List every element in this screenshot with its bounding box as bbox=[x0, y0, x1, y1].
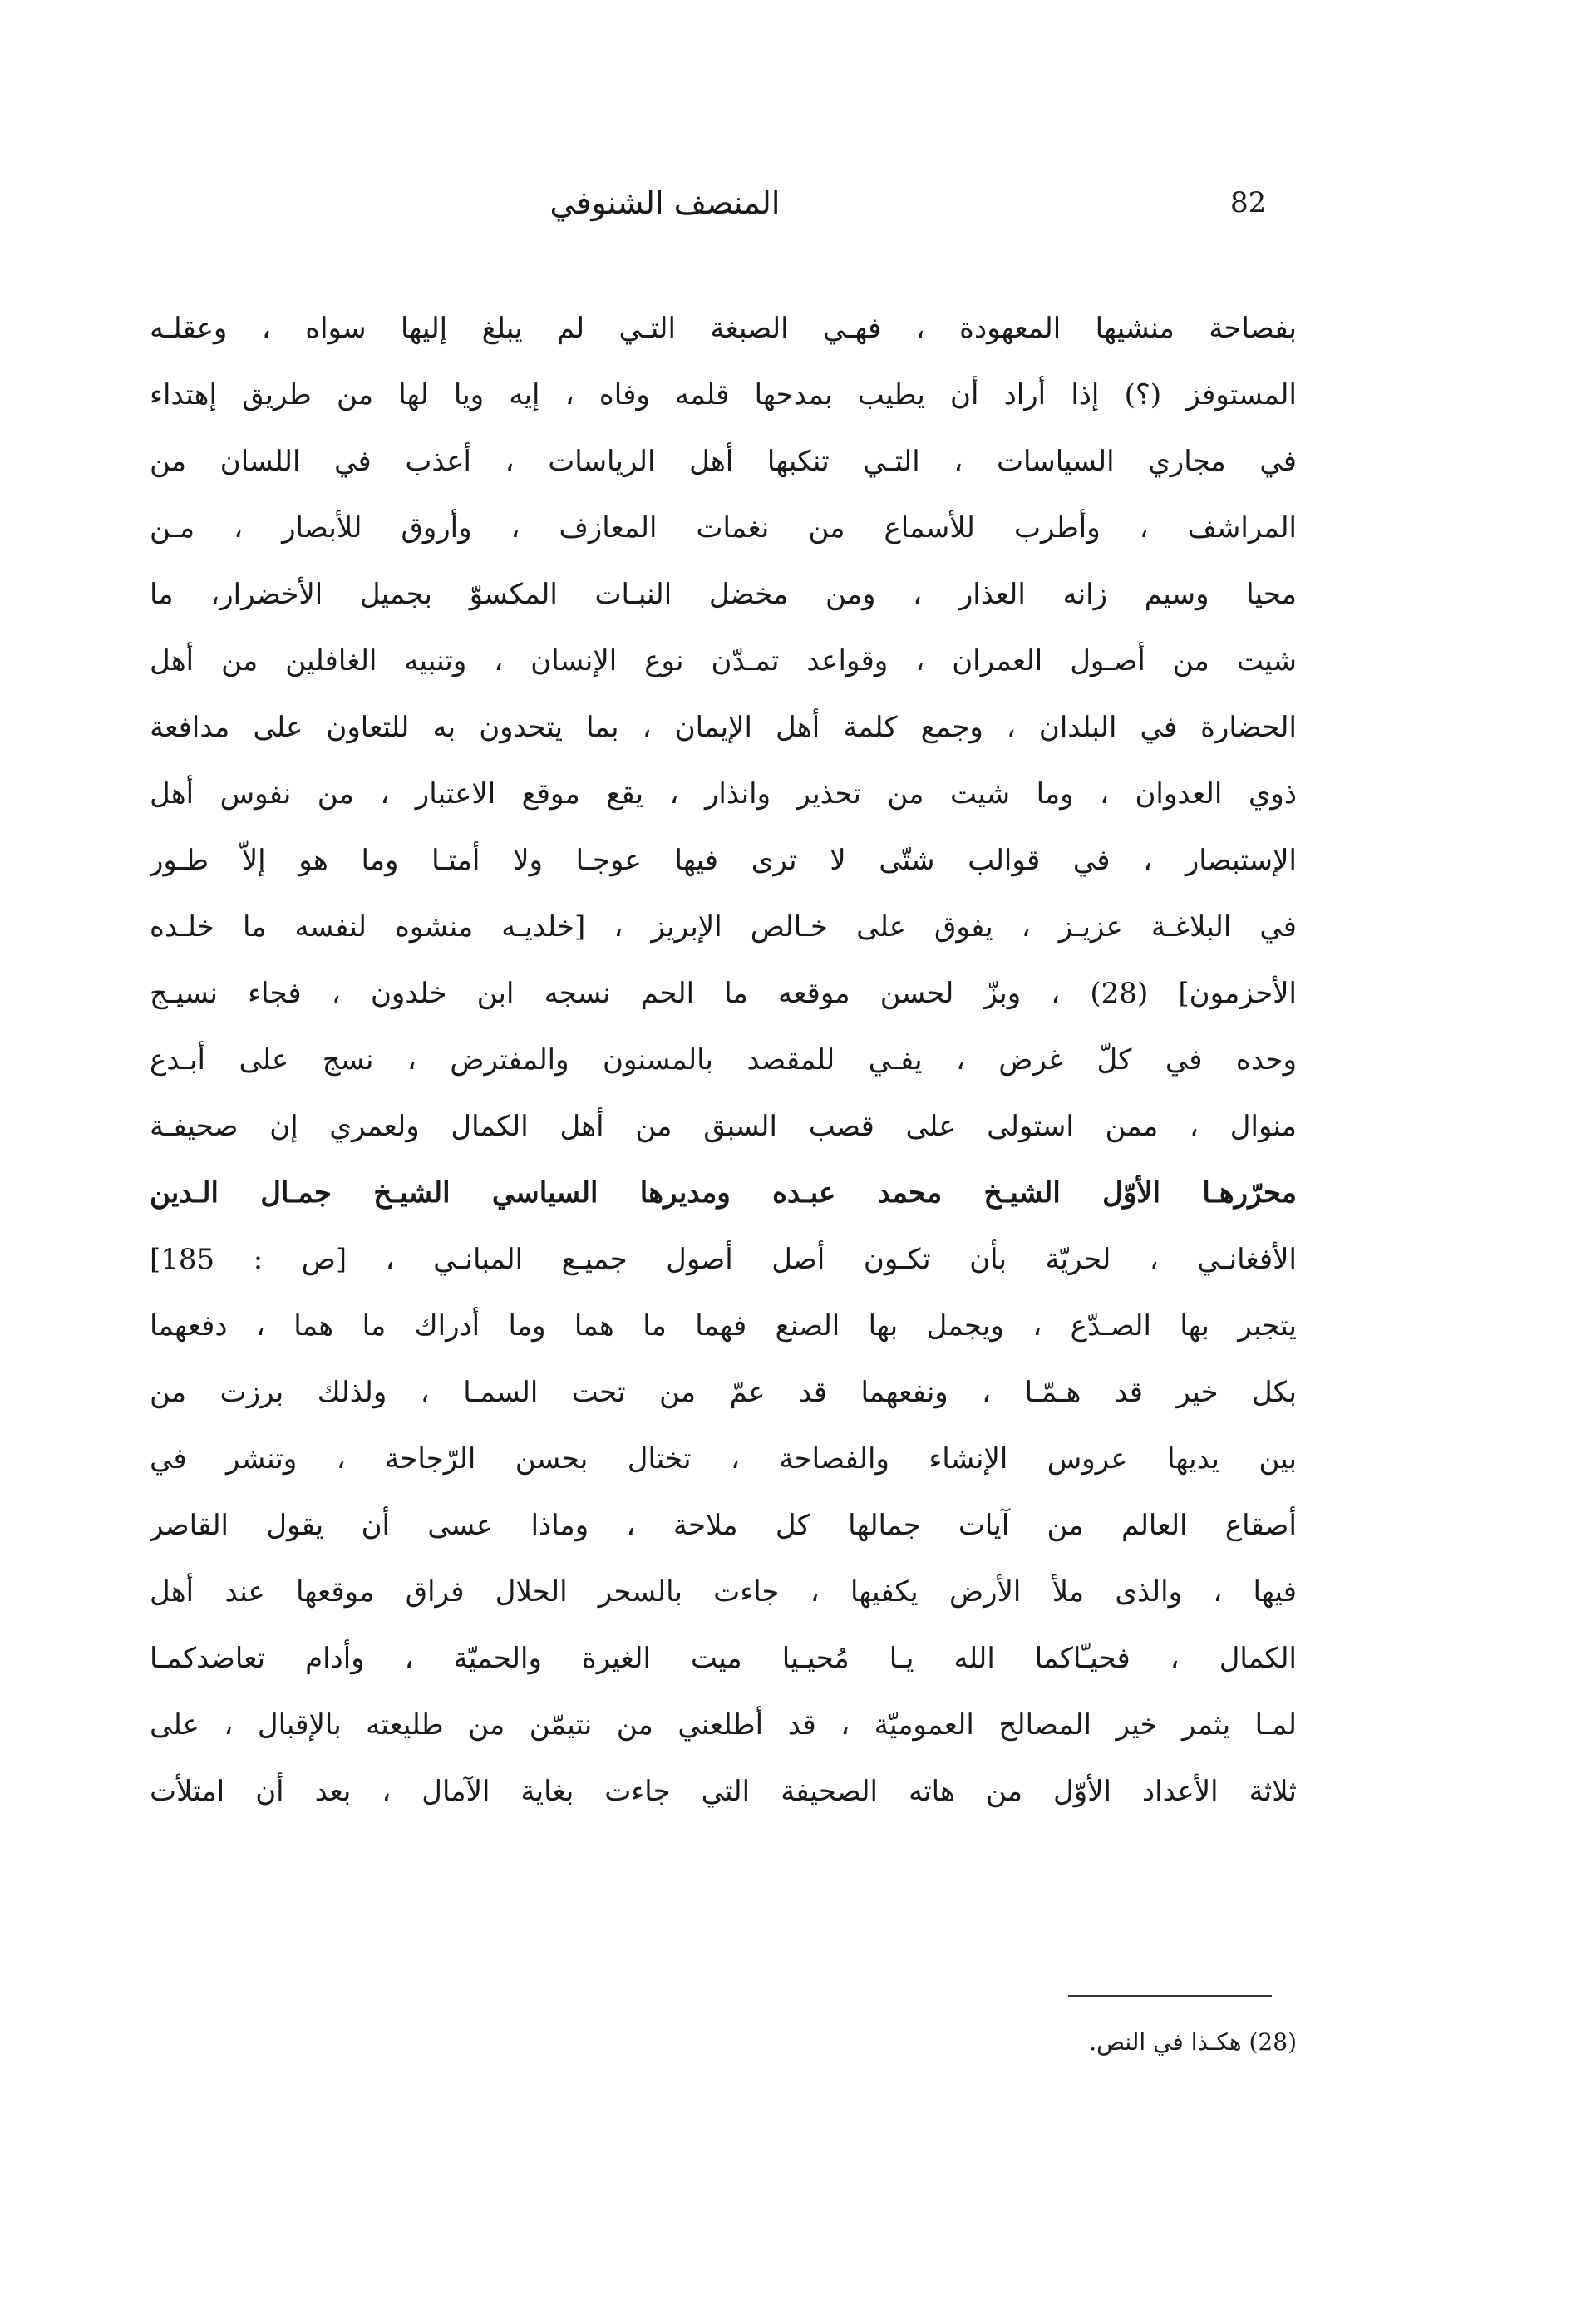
text-line: الكمال ، فحيـّاكما الله يـا مُحيـيا ميت الغيرة والحميّة ، وأدام تعاضدكمـا bbox=[150, 1642, 1297, 1675]
footnote-divider bbox=[1068, 1995, 1272, 1997]
text-line: الإستبصار ، في قوالب شتّى لا ترى فيها عوجـا ولا أمتـا وما هو إلاّ طـور bbox=[150, 844, 1297, 877]
text-line: وحده في كلّ غرض ، يفـي للمقصد بالمسنون والمفترض ، نسج على أبـدع bbox=[150, 1043, 1297, 1077]
text-line: بكل خير قد هـمّـا ، ونفعهما قد عمّ من تحت السمـا ، ولذلك برزت من bbox=[150, 1376, 1297, 1409]
page-number: 82 bbox=[1230, 186, 1267, 219]
text-line: المستوفز (؟) إذا أراد أن يطيب بمدحها قلمه وفاه ، إيه ويا لها من طريق إهتداء bbox=[150, 378, 1297, 411]
text-line: الحضارة في البلدان ، وجمع كلمة أهل الإيمان ، بما يتحدون به للتعاون على مدافعة bbox=[150, 711, 1297, 744]
text-line: في البلاغـة عزيـز ، يفوق على خـالص الإبريز ، [خلديـه منشوه لنفسه ما خلـده bbox=[150, 910, 1297, 944]
text-line-bold: محرّرهـا الأوّل الشيـخ محمد عبـده ومديرها السياسي الشيـخ جمـال الـدين bbox=[150, 1176, 1297, 1210]
body-text bbox=[150, 295, 1297, 1825]
text-line: فيها ، والذى ملأ الأرض يكفيها ، جاءت بالسحر الحلال فراق موقعها عند أهل bbox=[150, 1575, 1297, 1609]
text-line: منوال ، ممن استولى على قصب السبق من أهل الكمال ولعمري إن صحيفـة bbox=[150, 1110, 1297, 1143]
text-line: شيت من أصـول العمران ، وقواعد تمـدّن نوع الإنسان ، وتنبيه الغافلين من أهل bbox=[150, 644, 1297, 677]
footnote: (28) هكـذا في النص. bbox=[1089, 2028, 1297, 2056]
text-line: لمـا يثمر خير المصالح العموميّة ، قد أطلعني من نتيمّن من طليعته بالإقبال ، على bbox=[150, 1708, 1297, 1742]
text-line: في مجاري السياسات ، التـي تنكبها أهل الرياسات ، أعذب في اللسان من bbox=[150, 445, 1297, 478]
text-line: بين يديها عروس الإنشاء والفصاحة ، تختال بحسن الرّجاحة ، وتنشر في bbox=[150, 1442, 1297, 1476]
text-line: ذوي العدوان ، وما شيت من تحذير وانذار ، يقع موقع الاعتبار ، من نفوس أهل bbox=[150, 777, 1297, 811]
text-line: بفصاحة منشيها المعهودة ، فهـي الصبغة التـي لم يبلغ إليها سواه ، وعقلـه bbox=[150, 312, 1297, 345]
text-line: الأفغانـي ، لحريّة بأن تكـون أصل أصول جميـع المبانـي ، [ص : 185] bbox=[150, 1243, 1297, 1276]
text-line: يتجبر بها الصـدّع ، ويجمل بها الصنع فهما ما هما وما أدراك ما هما ، دفعهما bbox=[150, 1309, 1297, 1343]
running-title: المنصف الشنوفي bbox=[549, 185, 781, 221]
text-line: المراشف ، وأطرب للأسماع من نغمات المعازف ، وأروق للأبصار ، مـن bbox=[150, 511, 1297, 544]
text-line: أصقاع العالم من آيات جمالها كل ملاحة ، وماذا عسى أن يقول القاصر bbox=[150, 1509, 1297, 1542]
text-line: ثلاثة الأعداد الأوّل من هاته الصحيفة التي جاءت بغاية الآمال ، بعد أن امتلأت bbox=[150, 1775, 1297, 1808]
text-line: محيا وسيم زانه العذار ، ومن مخضل النبـات المكسوّ بجميل الأخضرار، ما bbox=[150, 578, 1297, 611]
text-line: الأحزمون] (28) ، وبزّ لحسن موقعه ما الحم نسجه ابن خلدون ، فجاء نسيـج bbox=[150, 977, 1297, 1010]
